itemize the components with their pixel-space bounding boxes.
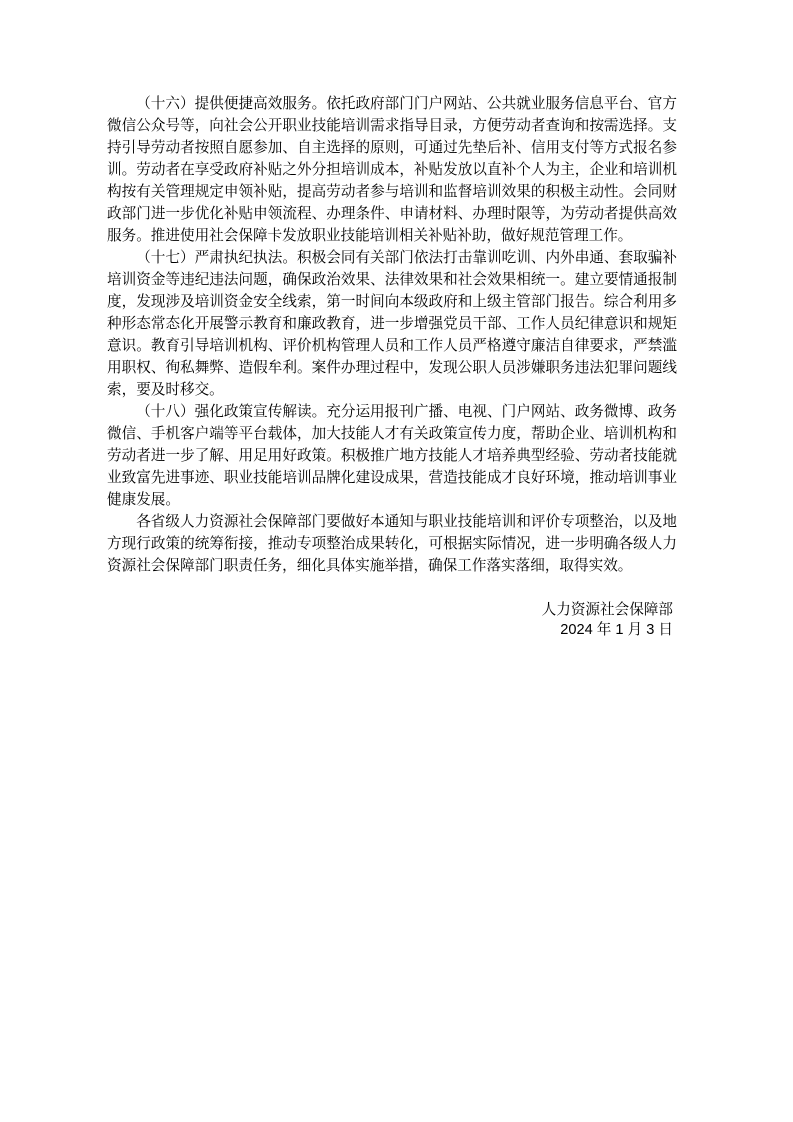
paragraph-18: （十八）强化政策宣传解读。充分运用报刊广播、电视、门户网站、政务微博、政务微信、手机客户端等平台载体，加大技能人才有关政策宣传力度，帮助企业、培训机构和劳动者进一步了解、用足用好政策。积极推广地方技能人才培养典型经验、劳动者技能就业致富先进事迹、职业技能培训品牌化建设成果，营造技能成才良好环境，推动培训事业健康发展。 <box>107 403 677 508</box>
closing-paragraph: 各省级人力资源社会保障部门要做好本通知与职业技能培训和评价专项整治，以及地方现行政策的统筹衔接，推动专项整治成果转化，可根据实际情况，进一步明确各级人力资源社会保障部门职责任务，细化具体实施举措，确保工作落实落细，取得实效。 <box>107 513 677 574</box>
issuer-name: 人力资源社会保障部 <box>541 601 673 618</box>
signature-block <box>107 599 677 641</box>
paragraph-16: （十六）提供便捷高效服务。依托政府部门门户网站、公共就业服务信息平台、官方微信公众号等，向社会公开职业技能培训需求指导目录，方便劳动者查询和按需选择。支持引导劳动者按照自愿参加、自主选择的原则，可通过先垫后补、信用支付等方式报名参训。劳动者在享受政府补贴之外分担培训成本，补贴发放以直补个人为主，企业和培训机构按有关管理规定申领补贴，提高劳动者参与培训和监督培训效果的积极主动性。会同财政部门进一步优化补贴申领流程、办理条件、申请材料、办理时限等，为劳动者提供高效服务。推进使用社会保障卡发放职业技能培训相关补贴补助，做好规范管理工作。 <box>107 95 677 244</box>
paragraph-17: （十七）严肃执纪执法。积极会同有关部门依法打击靠训吃训、内外串通、套取骗补培训资金等违纪违法问题，确保政治效果、法律效果和社会效果相统一。建立要情通报制度，发现涉及培训资金安全线索，第一时间向本级政府和上级主管部门报告。综合利用多种形态常态化开展警示教育和廉政教育，进一步增强党员干部、工作人员纪律意识和规矩意识。教育引导培训机构、评价机构管理人员和工作人员严格遵守廉洁自律要求，严禁滥用职权、徇私舞弊、造假牟利。案件办理过程中，发现公职人员涉嫌职务违法犯罪问题线索，要及时移交。 <box>107 249 677 398</box>
document-page <box>107 93 677 641</box>
issue-date: 2024 年 1 月 3 日 <box>560 622 673 638</box>
